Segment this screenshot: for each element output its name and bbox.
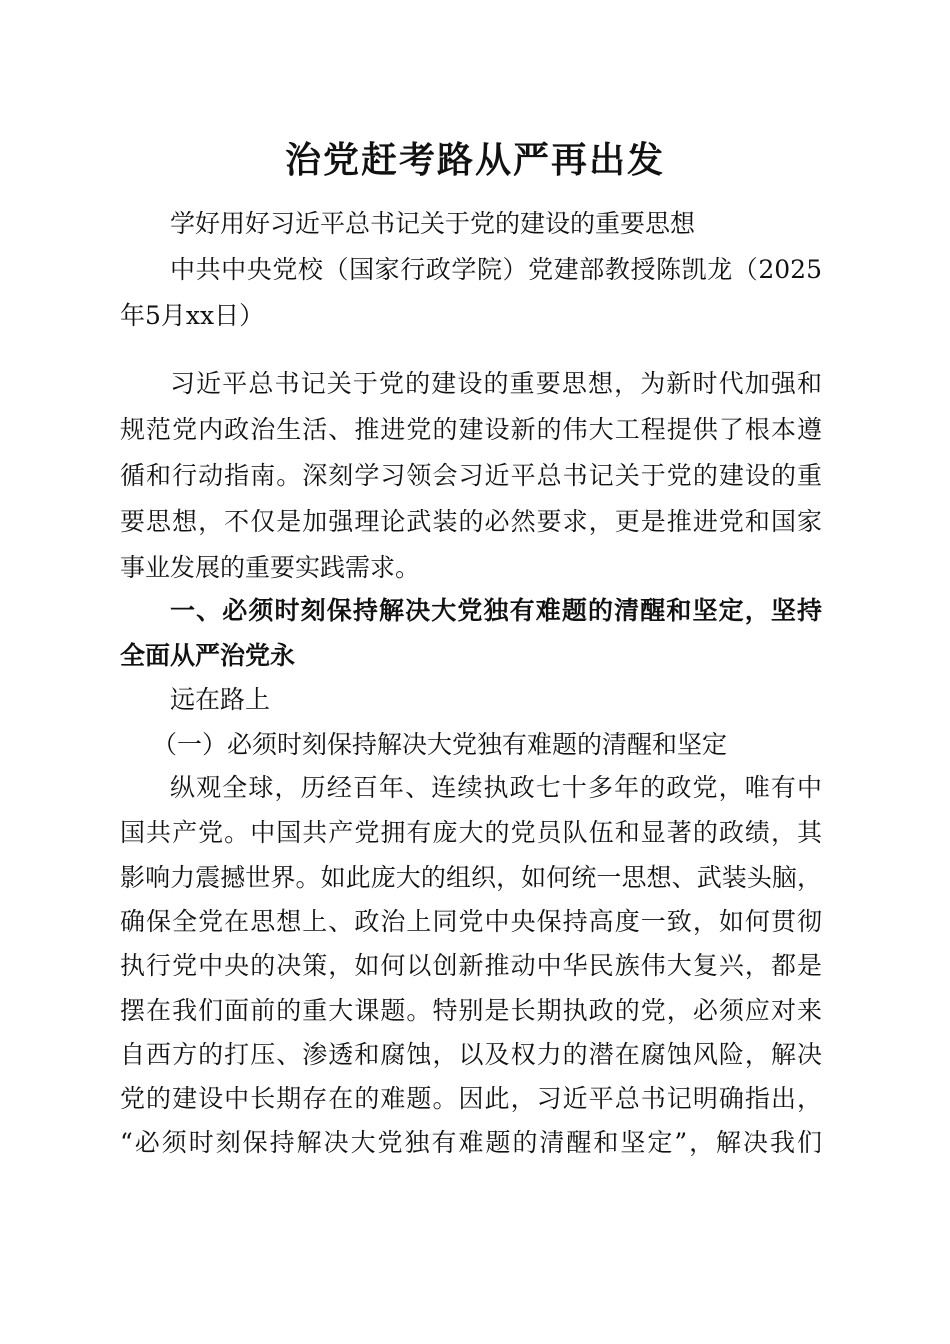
body-line: 确保全党在思想上、政治上同党中央保持高度一致，如何贯彻 (120, 907, 822, 936)
body-line: 摆在我们面前的重大课题。特别是长期执政的党，必须应对来 (120, 996, 822, 1025)
body-line: 纵观全球，历经百年、连续执政七十多年的政党，唯有中 (170, 773, 822, 802)
subsection-heading: （一）必须时刻保持解决大党独有难题的清醒和坚定 (152, 730, 728, 759)
intro-line: 规范党内政治生活、推进党的建设新的伟大工程提供了根本遵 (120, 415, 822, 444)
section-heading-continuation: 远在路上 (170, 685, 271, 714)
subtitle: 学好用好习近平总书记关于党的建设的重要思想 (170, 209, 696, 238)
section-heading: 一、必须时刻保持解决大党独有难题的清醒和坚定，坚持 (170, 596, 822, 625)
body-line: 国共产党。中国共产党拥有庞大的党员队伍和显著的政绩，其 (120, 818, 822, 847)
document-title: 治党赶考路从严再出发 (284, 139, 665, 181)
intro-line: 事业发展的重要实践需求。 (120, 553, 421, 582)
author-line: 年5月xx日） (120, 301, 265, 330)
author-line: 中共中央党校（国家行政学院）党建部教授陈凯龙（2025 (170, 255, 822, 284)
body-line: 执行党中央的决策，如何以创新推动中华民族伟大复兴，都是 (120, 951, 822, 980)
body-line: “必须时刻保持解决大党独有难题的清醒和坚定”，解决我们 (120, 1128, 822, 1157)
body-line: 自西方的打压、渗透和腐蚀，以及权力的潜在腐蚀风险，解决 (120, 1040, 822, 1069)
intro-line: 要思想，不仅是加强理论武装的必然要求，更是推进党和国家 (120, 507, 822, 536)
intro-line: 循和行动指南。深刻学习领会习近平总书记关于党的建设的重 (120, 461, 822, 490)
intro-line: 习近平总书记关于党的建设的重要思想，为新时代加强和 (170, 369, 822, 398)
body-line: 党的建设中长期存在的难题。因此，习近平总书记明确指出， (120, 1084, 822, 1113)
section-heading: 全面从严治党永 (120, 641, 296, 670)
body-line: 影响力震撼世界。如此庞大的组织，如何统一思想、武装头脑， (120, 863, 822, 892)
